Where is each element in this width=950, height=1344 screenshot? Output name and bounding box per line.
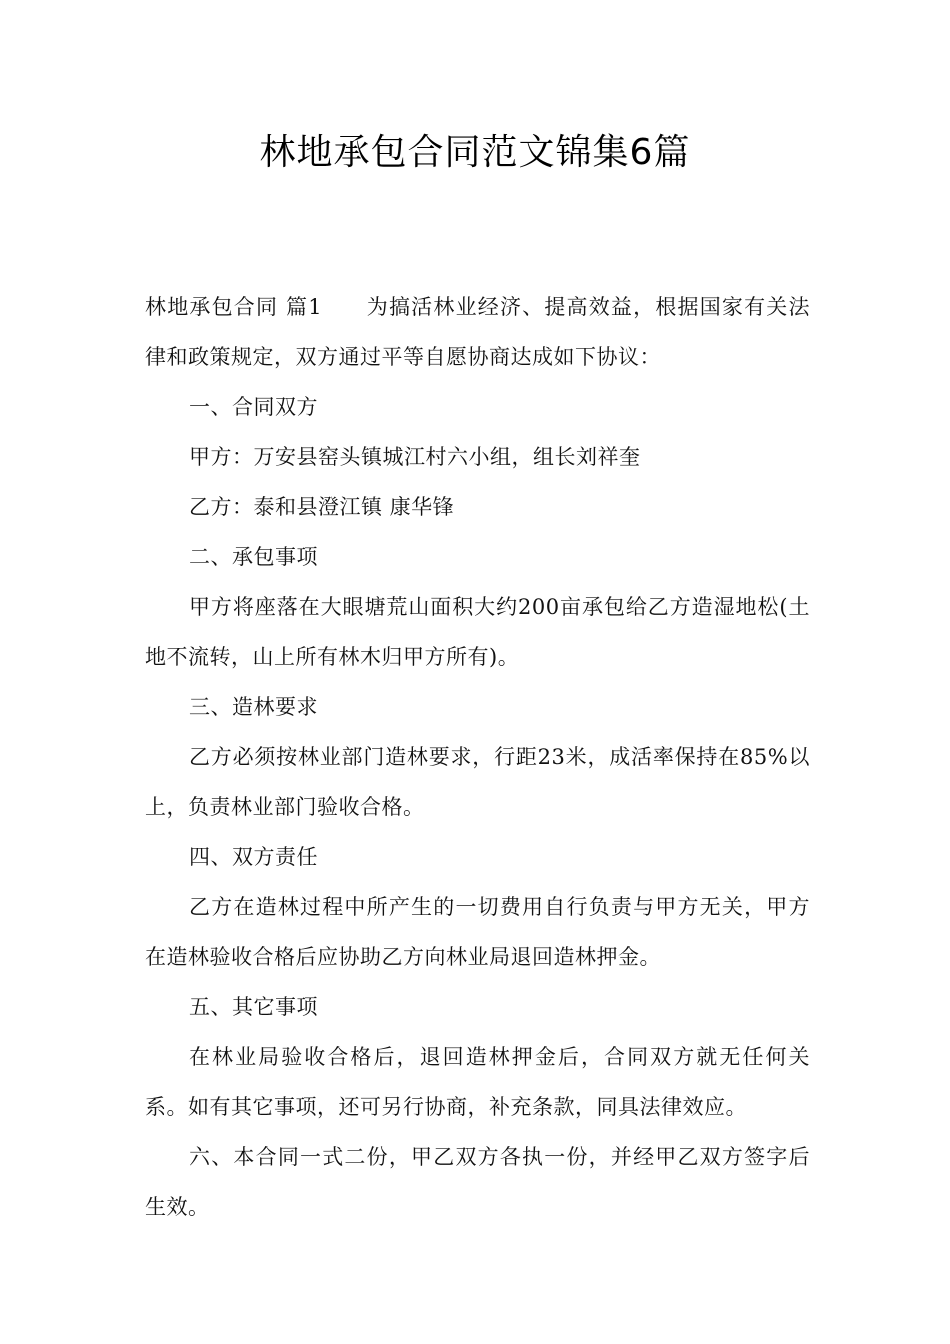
- section-heading-afforestation: 三、造林要求: [189, 695, 318, 719]
- section-heading-contract-items: 二、承包事项: [189, 545, 318, 569]
- copies-clause-paragraph: 六、本合同一式二份，甲乙双方各执一份，并经甲乙双方签字后生效。: [145, 1145, 810, 1219]
- responsibilities-paragraph: 乙方在造林过程中所产生的一切费用自行负责与甲方无关，甲方在造林验收合格后应协助乙方向林业局退回造林押金。: [145, 895, 810, 969]
- document-body: [145, 282, 810, 1232]
- party-a-line: 甲方：万安县窑头镇城江村六小组，组长刘祥奎: [189, 445, 641, 469]
- intro-label: 林地承包合同 篇1: [145, 295, 323, 319]
- document-title: 林地承包合同范文锦集6篇: [259, 132, 691, 173]
- intro-text: 为搞活林业经济、提高效益，根据国家有关法律和政策规定，双方通过平等自愿协商达成如下协议：: [145, 295, 810, 369]
- intro-paragraph: [145, 282, 810, 382]
- contract-items-paragraph: 甲方将座落在大眼塘荒山面积大约200亩承包给乙方造湿地松(土地不流转，山上所有林木归甲方所有)。: [145, 595, 810, 669]
- section-heading-parties: 一、合同双方: [189, 395, 318, 419]
- section-heading-other-matters: 五、其它事项: [189, 995, 318, 1019]
- other-matters-paragraph: 在林业局验收合格后，退回造林押金后，合同双方就无任何关系。如有其它事项，还可另行协商，补充条款，同具法律效应。: [145, 1045, 810, 1119]
- party-b-line: 乙方：泰和县澄江镇 康华锋: [189, 495, 455, 519]
- afforestation-paragraph: 乙方必须按林业部门造林要求，行距23米，成活率保持在85%以上，负责林业部门验收合格。: [145, 745, 810, 819]
- section-heading-responsibilities: 四、双方责任: [189, 845, 318, 869]
